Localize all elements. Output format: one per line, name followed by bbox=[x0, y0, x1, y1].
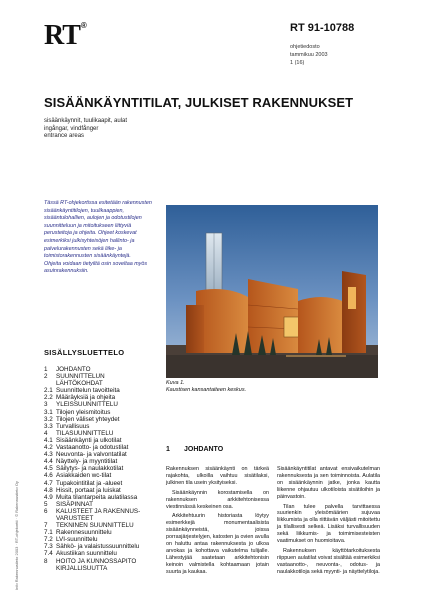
toc-item-number: 7.2 bbox=[44, 536, 53, 544]
toc-item-label: Tilojen väliset yhteydet bbox=[56, 415, 120, 423]
toc-item[interactable] bbox=[44, 487, 159, 494]
toc-item-number: 4.8 bbox=[44, 486, 53, 494]
toc-heading: SISÄLLYSLUETTELO bbox=[44, 348, 125, 357]
figure-caption bbox=[166, 380, 246, 394]
toc-item[interactable] bbox=[44, 458, 159, 465]
toc-item[interactable] bbox=[44, 522, 159, 529]
toc-item-label: Vastaanotto- ja odotustilat bbox=[56, 444, 129, 452]
toc-item-number: 7.4 bbox=[44, 550, 53, 558]
figure-caption-text: Kaustisen kansantaiteen keskus. bbox=[166, 387, 247, 393]
card-code: RT 91-10788 bbox=[290, 22, 355, 34]
section-title: JOHDANTO bbox=[184, 446, 224, 453]
doc-pages: 1 (16) bbox=[290, 60, 305, 66]
toc-item-number: 4.6 bbox=[44, 472, 53, 480]
side-note: Info Rakennustieto 2003 · RT-ohjekortti · © Rakennustieto Oy bbox=[14, 481, 19, 590]
body-paragraph: Tilan tulee palvella tarvittaessa suurienkin yleisömäärien sujuvaa liikkumista ja olla riittävän väljästi mitoitettu ja tilallisesti selkeä. Lisäksi turvallisuuden sekä liikkumis- ja toimimisesteisten vaatimukset on huomioitava. bbox=[277, 503, 380, 545]
toc-item-number: 3 bbox=[44, 401, 48, 409]
toc-item-label: LVI-suunnittelu bbox=[56, 536, 98, 544]
toc-item-label: Säilytys- ja naulakkotilat bbox=[56, 465, 124, 473]
toc-item-label: TILASUUNNITTELU bbox=[56, 429, 114, 437]
doc-date: tammikuu 2003 bbox=[290, 52, 328, 58]
toc-item[interactable] bbox=[44, 437, 159, 444]
toc-item-label: SUUNNITTELUN bbox=[56, 373, 105, 381]
toc-item-number: 4.2 bbox=[44, 444, 53, 452]
toc-item-number: 4.5 bbox=[44, 465, 53, 473]
toc-item[interactable] bbox=[44, 565, 159, 572]
toc-item-number bbox=[44, 515, 56, 522]
toc-item-number: 4.3 bbox=[44, 451, 53, 459]
toc-item-number: 4.4 bbox=[44, 458, 53, 466]
toc-item[interactable] bbox=[44, 423, 159, 430]
intro-paragraph: Tässä RT-ohjekortissa esitetään rakennusten sisäänkäyntitilojen, tuulikaappien, sisääntulohallien, aulojen ja odotustilojen suunnitteluun ja mitoitukseen liittyviä perusteitoja ja ohjeita. Ohjeet koskevat esimerkiksi julkisyhteisöjen hallinto- ja palvelurakennusten sekä liike- ja toimistorakennusten sisäänkäyntejä. bbox=[44, 200, 152, 260]
toc-item-label: Sisäänkäynti ja ulkotilat bbox=[56, 436, 122, 444]
toc-item[interactable] bbox=[44, 394, 159, 401]
intro-text bbox=[44, 200, 159, 276]
toc-item-number: 6 bbox=[44, 507, 48, 515]
keyword-fi: sisäänkäynnit, tuulikaapit, aulat bbox=[44, 118, 128, 124]
toc-item-label: Turvallisuus bbox=[56, 422, 90, 430]
toc-item-number: 2.2 bbox=[44, 394, 53, 402]
toc-item[interactable] bbox=[44, 444, 159, 451]
toc-item[interactable] bbox=[44, 416, 159, 423]
toc-item-label: Muita tilantarpeita aulatilassa bbox=[56, 493, 138, 501]
toc-item[interactable] bbox=[44, 508, 159, 515]
toc-item-number: 4 bbox=[44, 429, 48, 437]
page-title: SISÄÄNKÄYNTITILAT, JULKISET RAKENNUKSET bbox=[44, 95, 354, 110]
toc-item-number: 8 bbox=[44, 557, 48, 565]
toc-item-number: 3.2 bbox=[44, 415, 53, 423]
body-paragraph: Rakennuksen sisäänkäynti on tärkeä rajakohta, ulkoilla vaihtuu sisätilaksi, julkinen tila usein yksityiseksi. bbox=[166, 466, 269, 486]
body-paragraph: Rakennuksen käyttötarkoituksesta riippuen aulatilat voivat sisältää esimerkiksi vastaanotto-, neuvonta-, odotus- ja naulakkotiloja sekä myynti- ja näyttelytiloja. bbox=[277, 547, 380, 575]
keywords bbox=[44, 118, 127, 141]
toc-item[interactable] bbox=[44, 550, 159, 557]
figure-caption-title: Kuva 1. bbox=[166, 380, 185, 386]
toc-item-label: JOHDANTO bbox=[56, 366, 91, 373]
toc-item-number: 7 bbox=[44, 522, 48, 530]
toc-item[interactable] bbox=[44, 387, 159, 394]
toc-item-number: 1 bbox=[44, 366, 48, 373]
doc-type: ohjetiedosto bbox=[290, 44, 320, 50]
toc-item-label: Asiakkaiden wc-tilat bbox=[56, 472, 112, 480]
toc-item[interactable] bbox=[44, 536, 159, 543]
toc-item[interactable] bbox=[44, 401, 159, 408]
document-info bbox=[290, 22, 354, 67]
toc-item[interactable] bbox=[44, 480, 159, 487]
toc-item-number: 4.7 bbox=[44, 479, 53, 487]
table-of-contents bbox=[44, 366, 159, 572]
toc-item[interactable] bbox=[44, 409, 159, 416]
toc-item[interactable] bbox=[44, 430, 159, 437]
toc-item-label: HOITO JA KUNNOSSAPITO bbox=[56, 557, 137, 565]
toc-item-number: 7.1 bbox=[44, 529, 53, 537]
toc-item[interactable] bbox=[44, 501, 159, 508]
body-column-right bbox=[277, 466, 380, 579]
toc-item-number: 7.3 bbox=[44, 543, 53, 551]
toc-item-number: 3.3 bbox=[44, 422, 53, 430]
toc-item[interactable] bbox=[44, 472, 159, 479]
body-paragraph: Sisäänkäyntitilat antavat ensivaikutelman rakennuksesta ja sen toiminnoista. Aulatila on sisäänkäynnin jatke, jonka kautta liikenne ohjautuu ulkotiloista sisätiloihin ja päinvastoin. bbox=[277, 466, 380, 500]
toc-item-label: Hissit, portaat ja luiskat bbox=[56, 486, 121, 494]
toc-item-label: Sähkö- ja valaistussuunnittelu bbox=[56, 543, 140, 551]
toc-item-number: 4.1 bbox=[44, 436, 53, 444]
toc-item-label: VARUSTEET bbox=[56, 514, 94, 522]
toc-item-label: Akustiikan suunnittelu bbox=[56, 550, 117, 558]
body-paragraph: Arkkitehtuurin historiasta löytyy esimerkkejä monumentaalisista sisäänkäynneistä, joissa porrasjärjestelyjen, katosten ja ovien avulla on haluttu antaa rakennuksesta jo ulkoa arvokas ja kohottava vaikutelma tulijalle. Lähestyjää saatetaan arkkitehtonisin keinoin valmistella kohtaamaan jotain suurta ja kaukaa. bbox=[166, 513, 269, 575]
intro-paragraph: Ohjeita voidaan tietyiltä osin soveltaa myös asuinrakennuksiin. bbox=[44, 260, 148, 275]
toc-item-label: KIRJALLISUUTTA bbox=[56, 564, 108, 572]
toc-item-number bbox=[44, 380, 56, 387]
toc-item-label: YLEISSUUNNITTELU bbox=[56, 401, 118, 409]
building-photo bbox=[166, 205, 378, 378]
keyword-en: entrance areas bbox=[44, 133, 85, 139]
toc-item-label: SISÄPINNAT bbox=[56, 500, 93, 508]
body-column-left bbox=[166, 466, 269, 579]
toc-item-number: 5 bbox=[44, 500, 48, 508]
toc-item-label: Tupakointitilat ja -alueet bbox=[56, 479, 123, 487]
toc-item[interactable] bbox=[44, 494, 159, 501]
keyword-sv: ingångar, vindfånger bbox=[44, 125, 99, 132]
toc-item-label: Neuvonta- ja valvontatilat bbox=[56, 451, 127, 459]
toc-item-label: Näyttely- ja myyntitilat bbox=[56, 458, 118, 466]
toc-item-label: Määräyksiä ja ohjeita bbox=[56, 394, 116, 402]
toc-item-number: 4.9 bbox=[44, 493, 53, 501]
toc-item[interactable] bbox=[44, 515, 159, 522]
body-paragraph: Sisäänkäynnin korostamisella on rakennuksen arkkitehtonisessa viestinnässä keskeinen osa. bbox=[166, 489, 269, 510]
section-heading bbox=[166, 446, 223, 453]
toc-item[interactable] bbox=[44, 451, 159, 458]
toc-item[interactable] bbox=[44, 380, 159, 387]
toc-item[interactable] bbox=[44, 543, 159, 550]
toc-item[interactable] bbox=[44, 465, 159, 472]
toc-item-label: KALUSTEET JA RAKENNUS- bbox=[56, 507, 141, 515]
toc-item[interactable] bbox=[44, 529, 159, 536]
toc-item-label: Rakennesuunnittelu bbox=[56, 529, 112, 537]
toc-item-number: 2.1 bbox=[44, 387, 53, 395]
toc-item-label: TEKNINEN SUUNNITTELU bbox=[56, 522, 134, 530]
toc-item[interactable] bbox=[44, 366, 159, 373]
section-number: 1 bbox=[166, 446, 170, 453]
toc-item[interactable] bbox=[44, 558, 159, 565]
toc-item-label: Suunnittelun tavoitteita bbox=[56, 387, 120, 395]
toc-item-number: 2 bbox=[44, 373, 48, 381]
toc-item-label: Tilojen yleismitoitus bbox=[56, 408, 111, 416]
rt-logo: RT® bbox=[44, 20, 86, 51]
toc-item-label: LÄHTÖKOHDAT bbox=[56, 380, 103, 388]
toc-item-number: 3.1 bbox=[44, 408, 53, 416]
toc-item-number bbox=[44, 565, 56, 572]
